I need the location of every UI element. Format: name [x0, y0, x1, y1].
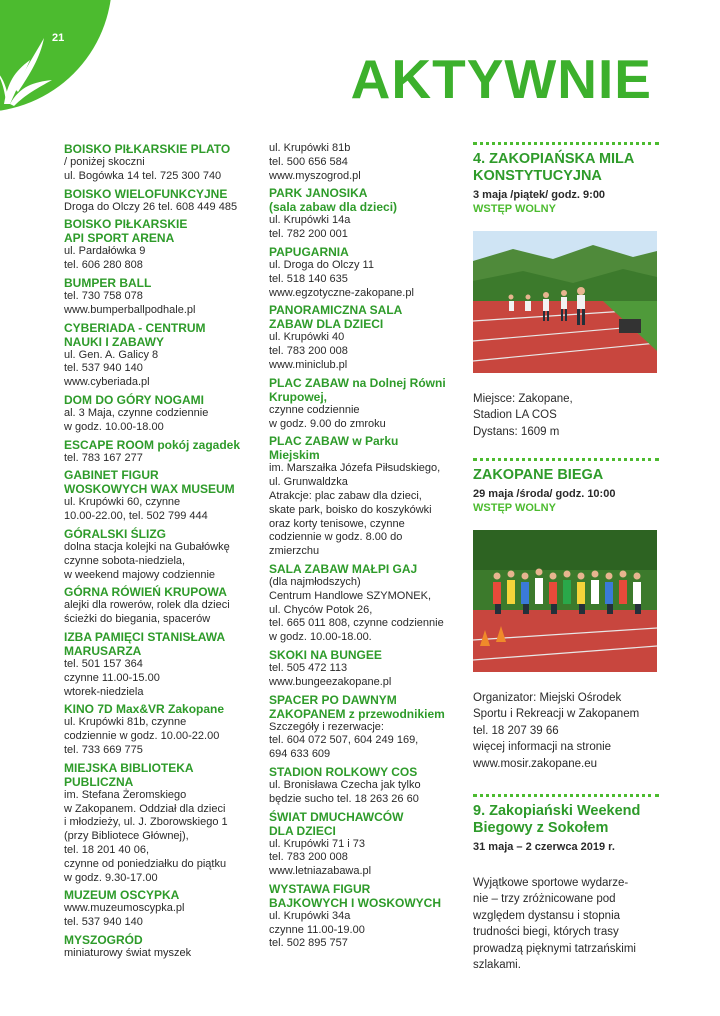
listing-detail: ul. Grunwaldzka — [269, 476, 348, 489]
listing-entry — [269, 245, 459, 300]
listing-detail: tel. 733 669 775 — [64, 743, 143, 756]
listing-detail: tel. 505 472 113 — [269, 661, 348, 674]
listing-detail: zmierzchu — [269, 545, 320, 558]
listing-detail: w godz. 9.00 do zmroku — [269, 417, 386, 430]
dotted-separator — [473, 458, 659, 461]
event-entry: WSTĘP WOLNY — [473, 501, 556, 514]
listing-detail: www.bungeezakopane.pl — [269, 675, 392, 688]
listing-detail: im. Marszałka Józefa Piłsudskiego, — [269, 462, 441, 475]
listing-entry — [64, 217, 254, 273]
listing-detail: ul. Krupówki 81b — [269, 142, 351, 154]
listing-entry — [64, 630, 254, 699]
listing-entry — [64, 276, 254, 318]
event-info: Organizator: Miejski Ośrodek Sportu i Rekreacji w Zakopanem tel. 18 207 39 66 więcej informacji na stronie www.mosir.zakopane.eu — [473, 691, 640, 770]
leaf-icon — [0, 30, 60, 110]
listing-detail: w godz. 9.30-17.00 — [64, 871, 158, 884]
listing-detail: tel. 500 656 584 — [269, 155, 348, 168]
listing-detail: ul. Bogówka 14 tel. 725 300 740 — [64, 169, 222, 182]
listing-name: BOISKO WIELOFUNKCYJNE — [64, 186, 228, 201]
running-track-photo — [473, 231, 657, 373]
listing-detail: tel. 783 167 277 — [64, 451, 143, 464]
events-column — [473, 142, 658, 974]
listing-name: CYBERIADA - CENTRUM — [64, 320, 206, 335]
listing-name: ESCAPE ROOM pokój zagadek — [64, 437, 241, 452]
listing-entry — [269, 562, 459, 645]
listing-detail: ścieżki do biegania, spacerów — [64, 613, 211, 626]
listing-detail: tel. 665 011 808, czynne codziennie — [269, 617, 444, 630]
listing-detail: w godz. 10.00-18.00 — [64, 420, 164, 433]
listing-entry — [64, 888, 254, 930]
listing-detail: 10.00-22.00, tel. 502 799 444 — [64, 510, 208, 523]
listing-detail: tel. 18 201 40 06, — [64, 843, 150, 856]
listing-detail: ul. Krupówki 81b, czynne — [64, 716, 187, 729]
listing-entry — [269, 765, 459, 807]
dotted-separator — [473, 142, 659, 145]
listing-detail: tel. 783 200 008 — [269, 345, 348, 358]
listing-entry — [64, 187, 254, 215]
listing-detail: tel. 606 280 808 — [64, 259, 143, 272]
listing-entry — [64, 142, 254, 184]
listing-name: MARUSARZA — [64, 643, 142, 658]
listing-detail: Atrakcje: plac zabaw dla dzieci, — [269, 489, 422, 502]
listing-detail: ul. Krupówki 60, czynne — [64, 496, 181, 509]
listing-name: BOISKO PIŁKARSKIE — [64, 217, 188, 232]
listing-name: MIEJSKA BIBLIOTEKA — [64, 760, 194, 775]
page-title: AKTYWNIE — [350, 48, 652, 110]
listing-name: MUZEUM OSCYPKA — [64, 888, 180, 903]
listing-detail: ul. Gen. A. Galicy 8 — [64, 348, 159, 361]
listing-detail: codziennie w godz. 10.00-22.00 — [64, 730, 220, 743]
listing-name: SKOKI NA BUNGEE — [269, 647, 382, 662]
event-entry: WSTĘP WOLNY — [473, 202, 556, 215]
listing-name: GÓRNA RÓWIEŃ KRUPOWA — [64, 585, 227, 600]
listing-name: API SPORT ARENA — [64, 231, 175, 246]
event-description: Wyjątkowe sportowe wydarze- nie – trzy zróżnicowane pod względem dystansu i stopnia trudności biegi, których trasy prowadzą pięknymi tatrzańskimi szlakami. — [473, 876, 636, 972]
listing-entry — [269, 434, 459, 559]
listing-entry — [64, 933, 254, 961]
listing-detail: im. Stefana Żeromskiego — [64, 788, 187, 801]
listing-detail: tel. 518 140 635 — [269, 272, 348, 285]
listing-name: DLA DZIECI — [269, 823, 336, 838]
listing-entry — [269, 648, 459, 690]
listing-detail: czynne 11.00-19.00 — [269, 923, 365, 936]
listing-name: Miejskim — [269, 448, 320, 463]
listing-name: IZBA PAMIĘCI STANISŁAWA — [64, 629, 226, 644]
listing-name: SPACER PO DAWNYM — [269, 692, 397, 707]
listing-name: NAUKI I ZABAWY — [64, 334, 164, 349]
listing-column-2 — [269, 142, 459, 954]
listing-detail: ul. Krupówki 14a — [269, 214, 351, 227]
race-photo — [473, 530, 657, 672]
event-title: ZAKOPANE BIEGA — [473, 467, 604, 484]
event-title: 9. Zakopiański Weekend Biegowy z Sokołem — [473, 803, 641, 837]
event-date: 3 maja /piątek/ godz. 9:00 — [473, 189, 606, 201]
event-2 — [473, 458, 658, 772]
listing-detail: ul. Chyców Potok 26, — [269, 603, 373, 616]
listing-detail: ul. Krupówki 34a — [269, 909, 351, 922]
listing-entry — [64, 321, 254, 390]
listing-detail: www.cyberiada.pl — [64, 376, 150, 389]
event-date: 29 maja /środa/ godz. 10:00 — [473, 488, 616, 501]
listing-name: PLAC ZABAW na Dolnej Równi — [269, 375, 446, 390]
listing-name: DOM DO GÓRY NOGAMI — [64, 392, 205, 407]
listing-detail: dolna stacja kolejki na Gubałówkę — [64, 540, 230, 553]
listing-entry — [269, 186, 459, 242]
event-date: 31 maja – 2 czerwca 2019 r. — [473, 841, 615, 854]
listing-entry — [64, 527, 254, 582]
listing-detail: ul. Pardałówka 9 — [64, 245, 146, 258]
listing-entry — [64, 438, 254, 466]
listing-name: PANORAMICZNA SALA — [269, 303, 403, 318]
listing-detail: ul. Krupówki 40 — [269, 331, 345, 344]
listing-name: PARK JANOSIKA — [269, 186, 368, 201]
listing-detail: czynne codziennie — [269, 403, 360, 416]
listing-detail: miniaturowy świat myszek — [64, 946, 192, 959]
listing-detail: (dla najmłodszych) — [269, 575, 361, 588]
listing-detail: czynne 11.00-15.00 — [64, 671, 160, 684]
listing-name: ZAKOPANEM z przewodnikiem — [269, 706, 445, 721]
event-3 — [473, 794, 658, 974]
listing-detail: czynne sobota-niedziela, — [64, 554, 186, 567]
listing-entry — [64, 468, 254, 524]
listing-name: MYSZOGRÓD — [64, 932, 143, 947]
listing-name: PAPUGARNIA — [269, 244, 349, 259]
listing-entry — [64, 702, 254, 757]
listing-name: PLAC ZABAW w Parku — [269, 434, 399, 449]
listing-entry — [269, 882, 459, 951]
listing-detail: Centrum Handlowe SZYMONEK, — [269, 589, 431, 602]
listing-detail: będzie sucho tel. 18 263 26 60 — [269, 792, 419, 805]
listing-detail: / poniżej skoczni — [64, 156, 145, 168]
listing-detail: www.bumperballpodhale.pl — [64, 303, 196, 316]
listing-detail: ul. Droga do Olczy 11 — [269, 258, 374, 271]
listing-name: GABINET FIGUR — [64, 468, 159, 483]
listing-detail: alejki dla rowerów, rolek dla dzieci — [64, 599, 230, 612]
listing-detail: tel. 501 157 364 — [64, 657, 143, 670]
listing-entry — [269, 810, 459, 879]
listing-entry — [64, 585, 254, 627]
listing-detail: tel. 783 200 008 — [269, 851, 348, 864]
listing-detail: w weekend majowy codziennie — [64, 568, 216, 581]
listing-detail: oraz korty tenisowe, czynne — [269, 517, 405, 530]
listing-detail: tel. 537 940 140 — [64, 362, 143, 375]
listing-detail: www.myszogrod.pl — [269, 169, 361, 182]
listing-entry — [269, 303, 459, 372]
dotted-separator — [473, 794, 659, 797]
listing-name: KINO 7D Max&VR Zakopane — [64, 702, 225, 717]
listing-entry — [269, 376, 459, 432]
listing-detail: tel. 537 940 140 — [64, 916, 143, 929]
listing-detail: Szczegóły i rezerwacje: — [269, 720, 384, 733]
listing-name: (sala zabaw dla dzieci) — [269, 200, 398, 215]
listing-name: BAJKOWYCH I WOSKOWYCH — [269, 895, 441, 910]
event-title: 4. ZAKOPIAŃSKA MILA KONSTYTUCYJNA — [473, 151, 635, 184]
listing-entry — [269, 693, 459, 762]
listing-entry — [64, 393, 254, 435]
listing-name: Krupowej, — [269, 389, 328, 404]
listing-name: ZABAW DLA DZIECI — [269, 317, 384, 332]
listing-entry — [269, 142, 459, 183]
listing-name: WOSKOWYCH WAX MUSEUM — [64, 482, 235, 497]
listing-name: BOISKO PIŁKARSKIE PLATO — [64, 142, 231, 156]
listing-detail: www.letniazabawa.pl — [269, 865, 372, 878]
listing-detail: ul. Krupówki 71 i 73 — [269, 837, 365, 850]
listing-entry — [64, 761, 254, 886]
listing-detail: w Zakopanem. Oddział dla dzieci — [64, 802, 226, 815]
listing-detail: tel. 782 200 001 — [269, 228, 348, 241]
event-1 — [473, 142, 658, 440]
listing-detail: tel. 730 758 078 — [64, 289, 143, 302]
listing-column-1 — [64, 142, 254, 964]
listing-detail: Droga do Olczy 26 tel. 608 449 485 — [64, 200, 238, 213]
page-number: 21 — [52, 32, 65, 44]
listing-detail: wtorek-niedziela — [64, 685, 144, 698]
event-info: Miejsce: Zakopane, Stadion LA COS Dystans: 1609 m — [473, 392, 573, 438]
listing-detail: skate park, boisko do koszykówki — [269, 503, 432, 516]
listing-detail: codziennie w godz. 8.00 do — [269, 531, 403, 544]
listing-name: STADION ROLKOWY COS — [269, 764, 418, 779]
listing-name: ŚWIAT DMUCHAWCÓW — [269, 809, 404, 824]
listing-detail: i młodzieży, ul. J. Zborowskiego 1 — [64, 816, 228, 829]
listing-detail: tel. 502 895 757 — [269, 937, 348, 950]
listing-detail: www.muzeumoscypka.pl — [64, 902, 185, 915]
listing-name: GÓRALSKI ŚLIZG — [64, 526, 166, 541]
listing-detail: czynne od poniedziałku do piątku — [64, 857, 227, 870]
listing-detail: al. 3 Maja, czynne codziennie — [64, 406, 209, 419]
listing-name: BUMPER BALL — [64, 275, 152, 290]
listing-detail: www.egzotyczne-zakopane.pl — [269, 286, 414, 299]
listing-detail: (przy Bibliotece Głównej), — [64, 830, 189, 843]
listing-detail: tel. 604 072 507, 604 249 169, — [269, 734, 419, 747]
listing-detail: www.miniclub.pl — [269, 358, 348, 371]
listing-detail: 694 633 609 — [269, 748, 331, 761]
listing-name: WYSTAWA FIGUR — [269, 881, 371, 896]
listing-detail: w godz. 10.00-18.00. — [269, 631, 372, 644]
listing-name: PUBLICZNA — [64, 774, 134, 789]
listing-name: SALA ZABAW MAŁPI GAJ — [269, 561, 418, 576]
listing-detail: ul. Bronisława Czecha jak tylko — [269, 778, 421, 791]
